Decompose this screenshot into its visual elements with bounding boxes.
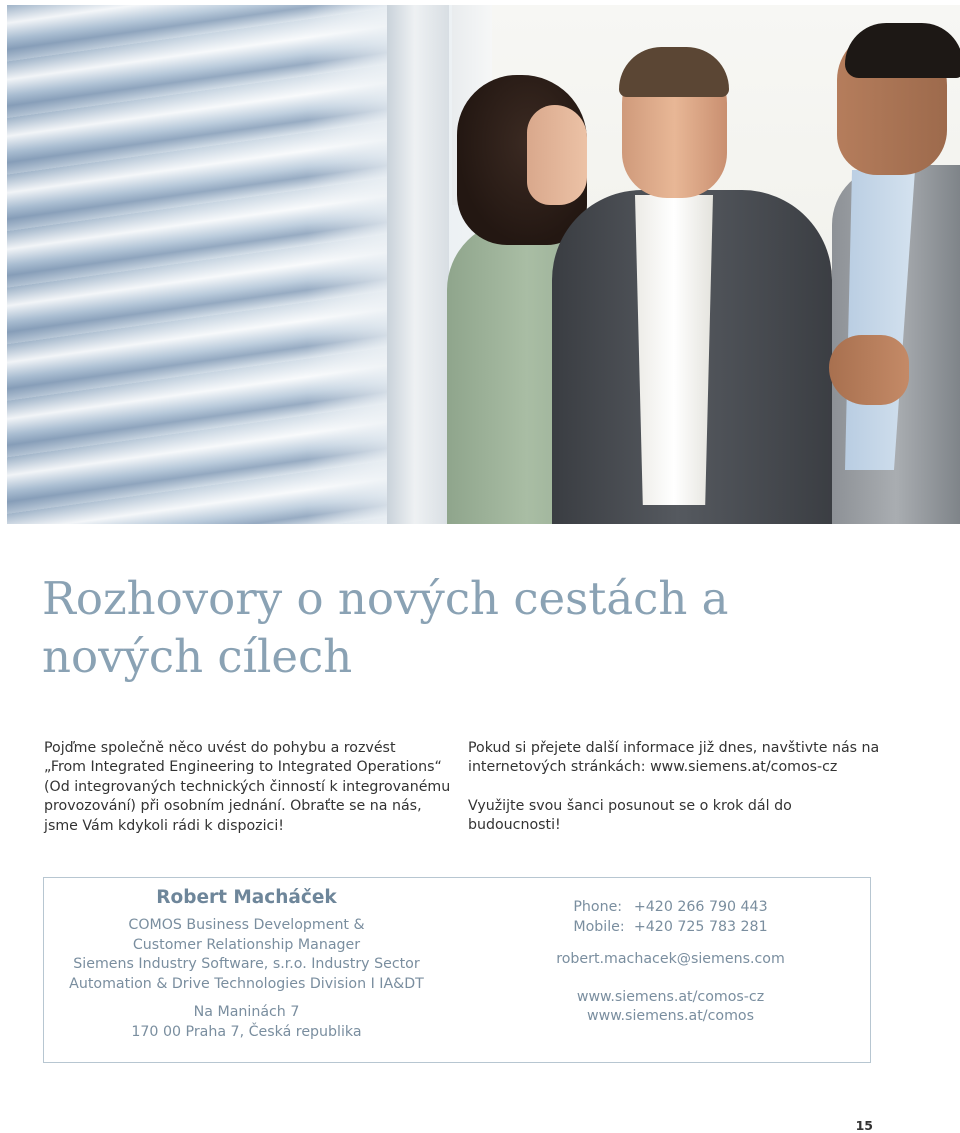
contact-company-line: Siemens Industry Software, s.r.o. Industry Sector — [73, 956, 420, 973]
page-headline — [42, 570, 802, 686]
phone-row — [449, 898, 892, 918]
contact-role-line: Customer Relationship Manager — [132, 936, 361, 953]
window-frame — [387, 5, 449, 524]
headline-line-2: nových cílech — [42, 630, 353, 683]
contact-name: Robert Macháček — [156, 887, 337, 908]
text-line: budoucnosti! — [468, 817, 561, 834]
contact-role-line: COMOS Business Development & — [128, 917, 365, 933]
website-link-comos[interactable]: www.siemens.at/comos — [587, 1008, 754, 1025]
text-line: Využijte svou šanci posunout se o krok dál do — [468, 797, 792, 814]
contact-street: Na Maninách 7 — [193, 1004, 300, 1021]
website-link-comos-cz[interactable]: www.siemens.at/comos-cz — [576, 988, 765, 1005]
contact-details — [449, 878, 892, 1027]
text-line: jsme Vám kdykoli rádi k dispozici! — [44, 817, 284, 834]
contact-card — [43, 877, 871, 1063]
text-line: provozování) při osobním jednání. Obraťte se na nás, — [44, 798, 422, 815]
text-line: internetových stránkách: www.siemens.at/comos-cz — [468, 759, 838, 776]
phone-label: Phone: — [573, 899, 623, 915]
phone-number[interactable]: +420 266 790 443 — [633, 899, 768, 915]
email-link[interactable]: robert.machacek@siemens.com — [556, 951, 785, 968]
text-line: „From Integrated Engineering to Integrated Operations“ — [44, 759, 442, 776]
mobile-number[interactable]: +420 725 783 281 — [633, 918, 768, 935]
headline-line-1: Rozhovory o nových cestách a — [42, 572, 729, 625]
contact-division-line: Automation & Drive Technologies Division I IA&DT — [69, 975, 424, 992]
mobile-row — [449, 918, 892, 938]
text-line: Pojďme společně něco uvést do pohybu a rozvést — [44, 740, 396, 756]
mobile-label: Mobile: — [573, 918, 625, 935]
contact-person — [44, 878, 449, 1043]
info-paragraph — [468, 739, 908, 836]
intro-paragraph — [44, 739, 454, 836]
contact-city: 170 00 Praha 7, Česká republika — [131, 1023, 362, 1040]
hero-photo — [7, 5, 960, 524]
page-number: 15 — [855, 1118, 873, 1133]
text-line: (Od integrovaných technických činností k integrovanému — [44, 778, 451, 795]
text-line: Pokud si přejete další informace již dnes, navštivte nás na — [468, 740, 880, 756]
